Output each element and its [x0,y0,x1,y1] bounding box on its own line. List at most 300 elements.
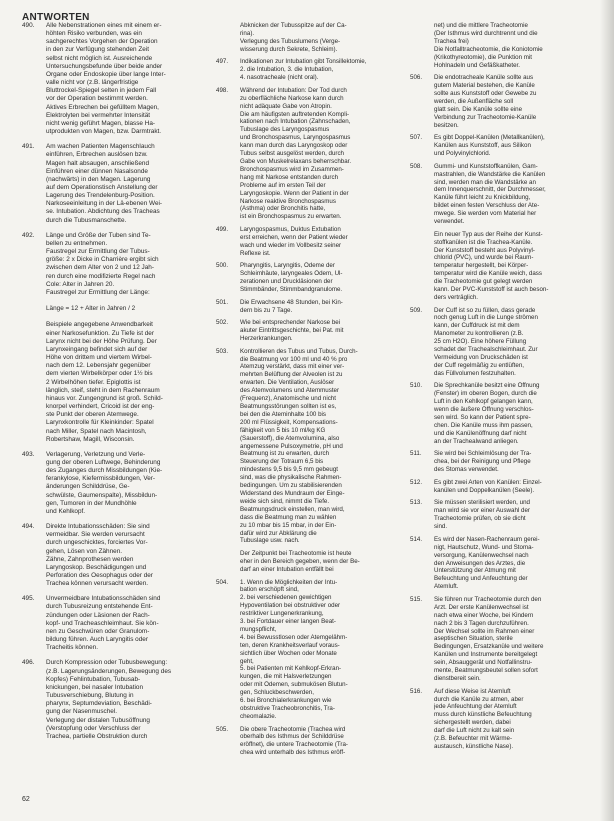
answer-entry [410,688,594,751]
answer-number: 503. [216,347,229,355]
answer-number: 492. [22,231,35,239]
answer-text-line: gen, Schluckbeschwerden, [240,689,314,697]
answer-text-line: den Anweisungen des Arztes, die [434,559,526,567]
answer-text-line: mindestens 9,5 bis 9,5 mm gebeugt [240,466,339,474]
answer-text-line: einer Narkosefunktion. Zu Tiefe ist der [46,329,154,337]
answer-text-line: durch die Tubusmanschette. [46,216,127,224]
answer-text-line: bildung führen. Auch Laryngitis oder [46,636,148,644]
answer-text-line: Der Wechsel sollte im Rahmen einer [434,627,535,635]
answer-text-line: Indikationen zur Intubation gibt Tonsillektomie, [240,58,367,66]
answer-entry [216,726,408,758]
answer-text-line: mungspflicht, [240,625,277,633]
answer-text-line: eröffnet), die untere Tracheotomie (Tra- [240,741,348,749]
answer-text-line: utprodukten von Magen, bzw. Darmtrakt. [46,128,162,136]
answer-text-line: zerationen und Druckläsionen der [240,278,333,286]
answer-text-line: Faustregel zur Ermittlung der Tubus- [46,248,150,256]
answer-text-line: Manometer zu kontrollieren (z.B. [434,330,524,338]
answer-entry [22,523,215,588]
answer-entry [22,451,215,516]
answer-text-line: Es gibt Doppel-Kanülen (Metallkanülen), [434,134,545,142]
answer-text-line: Tubuslage des Laryngospasmus [240,126,330,134]
answer-text-line: Atemluft. [434,583,459,591]
answer-entry [216,319,408,343]
answer-entry [410,74,594,129]
answer-text-line: chen. Die Kanüle muss ihm passen, [434,422,533,429]
answer-text-line: sind, werden man die Wandstärke an [434,178,536,186]
answer-number: 490. [22,22,35,29]
answer-text-line: durch ungeschicktes, forciertes Vor- [46,539,148,547]
answer-text-line: nigt, Hautschutz, Wund- und Stoma- [434,543,534,551]
answer-number: 496. [22,659,35,667]
answer-text-line: sein, Absauggerät und Notfallinstru- [434,659,533,667]
answer-text-line: Länge = 12 + Alter in Jahren / 2 [46,305,136,313]
answer-entry [410,307,594,378]
answer-text-line: chea wird unterhalb des Isthmus eröff- [240,749,346,757]
answer-text-line: sichergestellt werden, dabei [434,719,511,727]
answer-text-line: wach und wieder im Vollbesitz seiner [240,241,342,249]
answer-text-line: Es wird der Nasen-Rachenraum gerei- [434,535,540,543]
answer-text-line: Kanülen und Instrumente bereitgelegt [434,651,538,659]
answer-text-line: 1. Wenn die Möglichkeiten der Intu- [240,578,338,586]
answer-text-line: darf an einer Intubation entfällt bei [240,565,334,573]
answer-text-line: pharynx, Septumdeviation, Beschädi- [46,700,152,708]
answer-text-line: Tracheitis können. [46,644,98,652]
answer-text-line: valle nicht vor (z.B. längerfristige [46,79,139,87]
answer-text-line: und Polyvinylchlorid. [434,150,491,158]
answer-text-line: Hypoventilation bei obstruktiver oder [240,602,341,610]
answer-text-line: Beispiele angegebene Anwendbarkeit [46,321,153,329]
answer-text-line: (Der Isthmus wird durchtrennt und die [434,29,538,37]
answer-text-line: Der Cuff ist so zu füllen, dass gerade [434,306,536,314]
answer-text-line: knickungen, bei nasaler Intubation [46,683,143,691]
answer-text-line: zwischen dem Alter von 2 und 12 Jah- [46,264,154,272]
answer-text-line: oder mit Ödemen, submukösen Blutun- [240,681,348,689]
answer-text-line: sichtlich über Wochen oder Monate [240,649,337,657]
answer-text-line: die Beatmung vor 100 ml und 40 % pro [240,355,348,363]
answer-text-line: Zähne, Zahnprothesen werden [46,555,134,563]
answer-text-line: noch genug Luft in die Lunge strömen [434,314,538,322]
answer-text-line: ten, deren Krankheitsverlauf voraus- [240,641,340,649]
answer-text-line: Steuerung der Totraum 6,5 bis [240,458,324,466]
answer-text-line: Auf diese Weise ist Atemluft [434,687,511,695]
answer-text-line: wisserung durch Sekrete, Schleim). [240,45,338,53]
answer-text-line: Atemzug verstärkt, dass mit einer ver- [240,363,345,371]
answer-text-line: ste Punkt der oberen Atemwege. [46,411,139,419]
answer-text-line: chlorid (PVC), und wurde bei Raum- [434,254,534,262]
answer-entry [216,87,408,221]
answer-text-line: verwendet. [434,218,465,226]
answer-text-line: Tubusverschiebung, Blutung in [46,692,134,700]
answer-text-line: ferankylose, Kiefermissbildungen, Ver- [46,475,156,483]
answer-text-line: sind, was die physikalische Rahmen- [240,474,342,482]
answer-text-line: Narkoseeinleitung in der Lä-ebenen Wei- [46,200,163,208]
answer-text-line: Stimmbänder, Stimmbandgranulome. [240,286,343,294]
answer-text-line: gen, Tumoren in der Mundhöhle [46,499,137,507]
answer-text-line: das Füllvolumen festzuhalten. [434,369,516,377]
answer-text-line: Laryngoskopie. Wenn der Patient in der [240,189,349,197]
answer-entry [410,382,594,445]
answer-text-line: Trachea, partielle Obstruktion durch [46,732,148,740]
answer-text-line: (Asthma) oder Bronchitis hatte, [240,205,326,213]
answer-entry [216,348,408,546]
answer-text-line: 2. die Intubation, 3. die Intubation, [240,66,334,74]
answer-text-line: Bluttrockel-Spiegel selten in jedem Fall [46,87,157,95]
answer-entry [410,596,594,683]
answer-text-line: auf dem Operationstisch Anstellung der [46,183,158,191]
answer-text-line: hinaus vor. Zungengrund ist groß. Schild- [46,394,163,402]
answer-text-line: Beatmungsdruck einstellen, man wird, [240,505,345,513]
answer-text-line: schwülste, Gaumenspalte), Missbildun- [46,491,158,499]
answer-text-line: Bedingungen, Ersatzkanüle und weitere [434,643,544,651]
answer-text-line: aseptischen Situation, sterile [434,635,513,643]
answer-text-line: Der Zeitpunkt bei Tracheotomie ist heute [240,550,352,558]
answer-text-line: Aktives Erbrechen bei gefülltem Magen, [46,103,159,111]
answer-text-line: Laryngospasmus, Duktus Extubation [240,225,341,233]
answer-text-line: Larynx nicht bei der Höhe Prüfung. Der [46,337,157,345]
answer-entry [216,550,408,574]
answer-number: 504. [216,578,229,586]
answer-entry [410,163,594,226]
answer-text-line: Kanüle führt leicht zu Knickbildung, [434,194,531,202]
answer-text-line: Trachea frei) [434,37,469,45]
answer-entry [410,479,594,495]
answer-entry [410,536,594,591]
answer-text-line: geht, [240,657,254,665]
answer-text-line: mwege. Sie werden vom Material her [434,210,537,218]
answer-text-line: temperatur wird die Kanüle weich, dass [434,270,542,278]
answer-number: 494. [22,523,35,531]
answer-text-line: und die Kanülenöffnung darf nicht [434,429,527,437]
answer-text-line: sachgerechtes Vorgehen der Operation [46,38,158,46]
answer-text-line: Der Kunststoff besteht aus Polyvinyl- [434,246,535,254]
answer-text-line: weide sich sind, nimmt die Tiefe. [240,497,330,505]
answer-text-line: nicht wenig geführt Magen, blasse Ha- [46,119,156,127]
answer-text-line: Arzt. Der erste Kanülenwechsel ist [434,603,529,611]
answer-text-line: dienstbereit sein. [434,674,481,682]
answer-text-line: (Krikothyreotomie), die Punktion mit [434,53,533,61]
answer-text-line: zu 10 mbar bis 15 mbar, in der Ein- [240,521,337,529]
answer-text-line: der Cuff regelmäßig zu entlüften, [434,361,524,369]
answer-text-line: besitzen. [434,121,459,129]
answer-text-line: Sie müssen sterilisiert werden, und [434,499,530,507]
answer-number: 491. [22,143,35,151]
answer-text-line: Abknicken der Tubusspitze auf der Ca- [240,22,347,29]
answer-text-line: werden, die Außenfläche soll [434,97,514,105]
answer-text-line: durch Tubusreizung entstehende Ent- [46,603,153,611]
answer-text-line: kopf- und Tracheaschleimhaut. Sie kön- [46,619,159,627]
answer-text-line: Kontrollieren des Tubus und Tubus, Durch- [240,347,358,355]
answer-entry [22,659,215,741]
answer-text-line: und Bronchospasmus, Laryngospasmus [240,134,351,142]
answer-text-line: Robertshaw, Magill, Wisconsin. [46,435,135,443]
answer-text-line: (Frequenz), Anatomische und nicht [240,395,336,403]
answer-text-line: mastrahlen, die Wandstärke die Kanülen [434,170,546,178]
answer-text-line: 25 cm H2O). Eine höhere Füllung [434,338,527,346]
answer-text-line: dern bis zu 7 Tage. [240,306,293,314]
answer-text-line: (z.B. Lagerungsänderungen, Bewegung des [46,667,172,675]
answer-text-line: Reflexe ist. [240,249,271,257]
answer-text-line: Verlegung der distalen Tubusöffnung [46,716,150,724]
answer-number: 506. [410,74,423,82]
answer-text-line: Es gibt zwei Arten von Kanülen: Einzel- [434,478,542,486]
answer-text-line: Larynxeingang befindet sich auf der [46,345,148,353]
answer-text-line: fähigkeit von 5 bis 10 ml/kg KG [240,426,326,434]
answer-number: 497. [216,58,229,66]
answer-entry [216,226,408,258]
answer-text-line: Unterstützung der Atmung mit [434,567,516,575]
answer-text-line: Sie wird bei Schleimlösung der Tra- [434,450,532,458]
answer-text-line: des Atemvolumens und Atemmuster [240,387,340,395]
answer-text-line: erwarten. Die Ventilation, Auslöser [240,379,335,387]
answer-text-line: (nachwärts) in den Magen. Lagerung [46,175,151,183]
answer-text-line: Direkte Intubationsschäden: Sie sind [46,523,150,531]
answer-number: 516. [410,687,423,695]
answer-number: 509. [410,306,423,314]
answer-text-line: Die Notfalltracheotomie, die Koniotomie [434,45,543,53]
answer-entry [410,22,594,69]
answer-text-line: Probleme auf im ersten Teil der [240,181,326,189]
answer-text-line: man wird sie vor einer Auswahl der [434,507,530,515]
answer-text-line: chea, bei der Reinigung und Pflege [434,458,531,466]
answer-text-line: 4. nasotracheale (nicht oral). [240,74,319,82]
answer-text-line: sen wird. So kann der Patient spre- [434,414,531,422]
answer-text-line: zündungen oder Läsionen der Rach- [46,611,150,619]
answer-text-line: des Zuganges durch Missbildungen (Kie- [46,467,163,475]
answer-text-line: Ein neuer Typ aus der Reihe der Kunst- [434,230,543,238]
answer-text-line: sind. [434,523,448,531]
answer-text-line: (Sauerstoff), die Atemvolumina, also [240,434,340,442]
answer-text-line: muss durch künstliche Befeuchtung [434,711,532,719]
answer-text-line: (Fenster) im oberen Bogen, durch die [434,390,537,398]
answer-text-line: Beatmungsstörungen sollten ist es, [240,403,337,411]
answer-entry [410,499,594,531]
answer-text-line: kanülen und Doppelkanülen (Seele). [434,486,535,494]
answer-number: 508. [410,162,423,170]
answer-text-line: net) und die mittlere Tracheotomie [434,22,528,29]
answer-text-line: Trachea können verursacht werden. [46,580,149,588]
answer-text-line: Kanülen aus Kunststoff, aus Silikon [434,142,531,150]
answer-text-line: nach 2 bis 3 Tagen durchzuführen. [434,619,529,627]
answer-entry [22,595,215,652]
answer-text-line: Widerstand des Mundraum der Einge- [240,489,345,497]
answer-text-line: Die am häufigsten auftretenden Kompli- [240,110,350,118]
answer-text-line: Verbindung zur Tracheotomie-Kanüle [434,113,537,121]
answer-text-line: Narkose reaktive Bronchospasmus [240,197,336,205]
answer-text-line: jede Anfeuchtung der Atemluft [434,703,517,711]
answer-text-line: Larynxkontrolle für Kleinkinder: Spatel [46,419,154,427]
answer-text-line: länglich, steif, steht in dem Rachenraum [46,386,160,394]
answer-text-line: zu oberflächliche Narkose kann durch [240,94,344,102]
answer-text-line: nach dem 12. Lebensjahr gegenüber [46,362,151,370]
answer-text-line: größe: 2 x Dicke in Charrière ergibt sich [46,256,159,264]
answer-text-line: Pharyngitis, Laryngitis, Ödeme der [240,262,335,270]
answer-number: 499. [216,225,229,233]
answer-text-line: se. Intubation. Abdichtung des Tracheas [46,208,160,216]
answer-text-line: kann man durch das Laryngoskop oder [240,142,348,150]
answer-number: 495. [22,595,35,603]
answer-number: 500. [216,262,229,270]
page-edge-shadow [600,0,614,821]
answer-text-line: höhten Risiko verbunden, was ein [46,30,142,38]
answer-entry [216,22,408,54]
answer-text-line: Bronchospasmus wird im Zusammen- [240,165,344,173]
answer-text-line: nach Miller, Spatel nach Macintosh, [46,427,147,435]
answer-text-line: bation erschöpft sind, [240,586,299,594]
answer-text-line: Höhe von drittem und viertem Wirbel- [46,354,152,362]
answer-text-line: 200 ml Flüssigkeit, Kompensations- [240,418,338,426]
answer-text-line: temperatur hergestellt, bei Körper- [434,262,529,270]
answer-number: 507. [410,134,423,142]
column-right [410,22,594,756]
answer-text-line: Die Sprechkanüle besitzt eine Öffnung [434,382,540,390]
answer-text-line: Elektrolyten bei vermehrter Intensität [46,111,151,119]
answer-number: 501. [216,298,229,306]
answer-text-line: Vermeidung von Druckschäden ist [434,354,528,362]
answer-text-line: cheomalazie. [240,712,277,720]
answer-text-line: einführen, Erbrechen auslösen bzw. [46,151,148,159]
answer-text-line: Alle Nebenstrationen eines mit einem er- [46,22,162,29]
answer-number: 502. [216,319,229,327]
answer-entry [22,232,215,444]
answer-text-line: gehen, Lösen von Zähnen. [46,547,123,555]
answer-entry [22,22,215,136]
answer-text-line: durch die Kanüle zu atmen, aber [434,695,524,703]
answer-text-line: des Stomas verwendet. [434,466,499,474]
answer-text-line: hang mit Narkose entstanden durch [240,173,339,181]
answer-text-line: Tubus selbst ausgelöst werden, durch [240,150,344,158]
answer-text-line: gung der Nasenmuschel. [46,708,118,716]
answer-text-line: Herzerkrankungen. [240,335,293,343]
answer-text-line: ist ein Bronchospasmus zu erwarten. [240,213,342,221]
answer-text-line: mehrten Belüftung der Alveolen ist zu [240,371,343,379]
answer-text-line: Während der Intubation: Der Tod durch [240,86,347,94]
answer-text-line: Sie führen nur Tracheotomie durch den [434,595,542,603]
answer-number: 513. [410,499,423,507]
answer-text-line: in den zur Verfügung stehenden Zeit [46,46,150,54]
answer-text-line: restriktiver Lungenerkrankung, [240,610,324,618]
answer-text-line: Lagerung des Trendelenburg-Position. [46,192,155,200]
answer-text-line: Durch Kompression oder Tubusbewegung: [46,659,168,667]
answer-text-line [46,297,215,305]
answer-text-line: dem vierten Wirbelkörper oder 1½ bis [46,370,153,378]
answer-text-line: Untersuchungsbefunde über beide ander [46,62,163,70]
answer-number: 505. [216,725,229,733]
answer-text-line: Beatmung ist zu erwarten, durch [240,450,330,458]
answer-entry [410,231,594,302]
answer-text-line: rina). [240,29,255,37]
answer-entry [410,134,594,158]
answer-text-line: Am wachen Patienten Magenschlauch [46,143,155,151]
answer-text-line: darf die Luft nicht zu kalt sein [434,727,515,735]
answer-text-line: bildet einen festen Verschluss der Ate- [434,202,540,210]
answer-number: 515. [410,595,423,603]
answer-number: 512. [410,478,423,486]
answer-text-line: ren durch eine modifizierte Regel nach [46,272,156,280]
answer-text-line: dafür wird zur Abklärung die [240,529,317,537]
answer-text-line: bellen zu entnehmen. [46,239,108,247]
answer-text-line: nicht adäquate Gabe von Atropin. [240,102,332,110]
answer-text-line: oberhalb des Isthmus der Schilddrüse [240,733,344,741]
answer-text-line: nach etwa einer Woche, bei Kindern [434,611,534,619]
answer-entry [216,262,408,294]
answer-text-line: erst erreichen, wenn der Patient wieder [240,233,348,241]
answer-text-line: schadet der Trachealschleimhaut. Zur [434,346,538,354]
answer-text-line: Luft in den Kehlkopf gelangen kann, [434,398,533,406]
answer-number: 498. [216,86,229,94]
answer-text-line: versorgung, Kanülenwechsel nach [434,551,529,559]
answer-text-line: ders verträglich. [434,293,479,301]
answer-text-line: dass die Beatmung man zu wählen [240,513,337,521]
column-middle [216,22,408,762]
answer-text-line: 6. bei Bronchialerkrankungen wie [240,697,332,705]
answer-text-line: Länge und Größe der Tuben sind Te- [46,231,151,239]
answer-text-line: 2 Wirbelhöhen tiefer. Epiglottis ist [46,378,141,386]
answer-text-line: gung der oberen Luftwege, Behinderung [46,458,161,466]
answer-entry [216,579,408,721]
answer-number: 514. [410,535,423,543]
column-left [22,22,215,748]
answer-text-line: stoffkanülen ist die Trachea-Kanüle. [434,238,533,246]
answer-text-line: änderungen Schilddrüse, Ge- [46,483,130,491]
answer-text-line: selbst nicht möglich ist. Ausreichende [46,54,153,62]
answer-text-line: Tracheotomie prüfen, ob sie dicht [434,515,526,523]
answer-text-line: kationen nach Intubation (Zahnschaden, [240,118,351,126]
answer-text-line: Unvermeidbare Intubationsschäden sind [46,595,161,603]
answer-text-line: Tubuslage usw. nach. [240,537,300,545]
answer-text-line: Schleimhäute, laryngeales Ödem, Ul- [240,270,343,278]
answer-text-line: nen zu Geschwüren oder Granulom- [46,627,150,635]
page-heading: ANTWORTEN [22,12,90,23]
answer-text-line: Befeuchtung und Anfeuchtung der [434,575,528,583]
answer-text-line: und Kehlkopf. [46,507,86,515]
answer-text-line: Cole: Alter in Jahren 20. [46,280,115,288]
answer-text-line: Laryngoskop. Beschädigungen und [46,563,147,571]
answer-number: 511. [410,450,422,458]
answer-text-line: Verlegung des Tubuslumens (Verge- [240,37,341,45]
answer-text-line: gutem Material bestehen, die Kanüle [434,82,535,90]
answer-text-line: eher in den Bereich gegeben, wenn der Be- [240,557,360,565]
answer-text-line: Kopfes) Fehlintubation, Tubusab- [46,675,141,683]
answer-text-line: sollte aus Kunststoff oder Gewebe zu [434,89,537,97]
answer-text-line: Die Erwachsene 48 Stunden, bei Kin- [240,298,343,306]
answer-text-line: Gabe von Muskelrelaxans beherrschbar. [240,157,352,165]
answer-text-line: Die obere Tracheotomie (Trachea wird [240,725,346,733]
answer-text-line: Hohlnadeln und Gefäßkatheter. [434,61,520,69]
page-number: 62 [22,796,30,803]
answer-text-line: die Tracheotomie gut gelegt werden [434,278,533,286]
answer-text-line: glatt sein. Die Kanüle sollte eine [434,105,523,113]
answer-text-line: vor der Operation bestimmt werden. [46,95,148,103]
answer-text-line: Gummi- und Kunststoffkanülen, Gam- [434,162,538,170]
answer-text-line [46,313,215,321]
answer-number: 510. [410,382,423,390]
answer-text-line: vermeidbar. Sie werden verursacht [46,531,145,539]
answer-text-line: Organe oder Endoskopie über lange Inter- [46,70,166,78]
answer-text-line: wenn die äußere Öffnung verschlos- [434,406,534,414]
answer-text-line: Wie bei entsprechender Narkose bei [240,319,341,327]
answer-text-line: Einführen einer dünnen Nasalsonde [46,167,148,175]
answer-entry [410,450,594,474]
answer-text-line: Verlagerung, Verletzung und Verle- [46,450,146,458]
answer-text-line: (z.B. Befeuchter mit Wärme- [434,735,513,743]
answer-text-line: an der Trachealwand anliegen. [434,437,519,445]
answer-entry [22,143,215,225]
answer-text-line: 5. bei Patienten mit Kehlkopf-Erkran- [240,665,342,673]
answer-text-line: bei den die Ateminhalte 100 bis [240,410,326,418]
answer-text-line: bedingungen. Um zu stabilisierenden [240,482,342,490]
answer-text-line: 2. bei verschiedenen gewichtigen [240,594,332,602]
answer-text-line: Faustregel zur Ermittlung der Länge: [46,288,150,296]
